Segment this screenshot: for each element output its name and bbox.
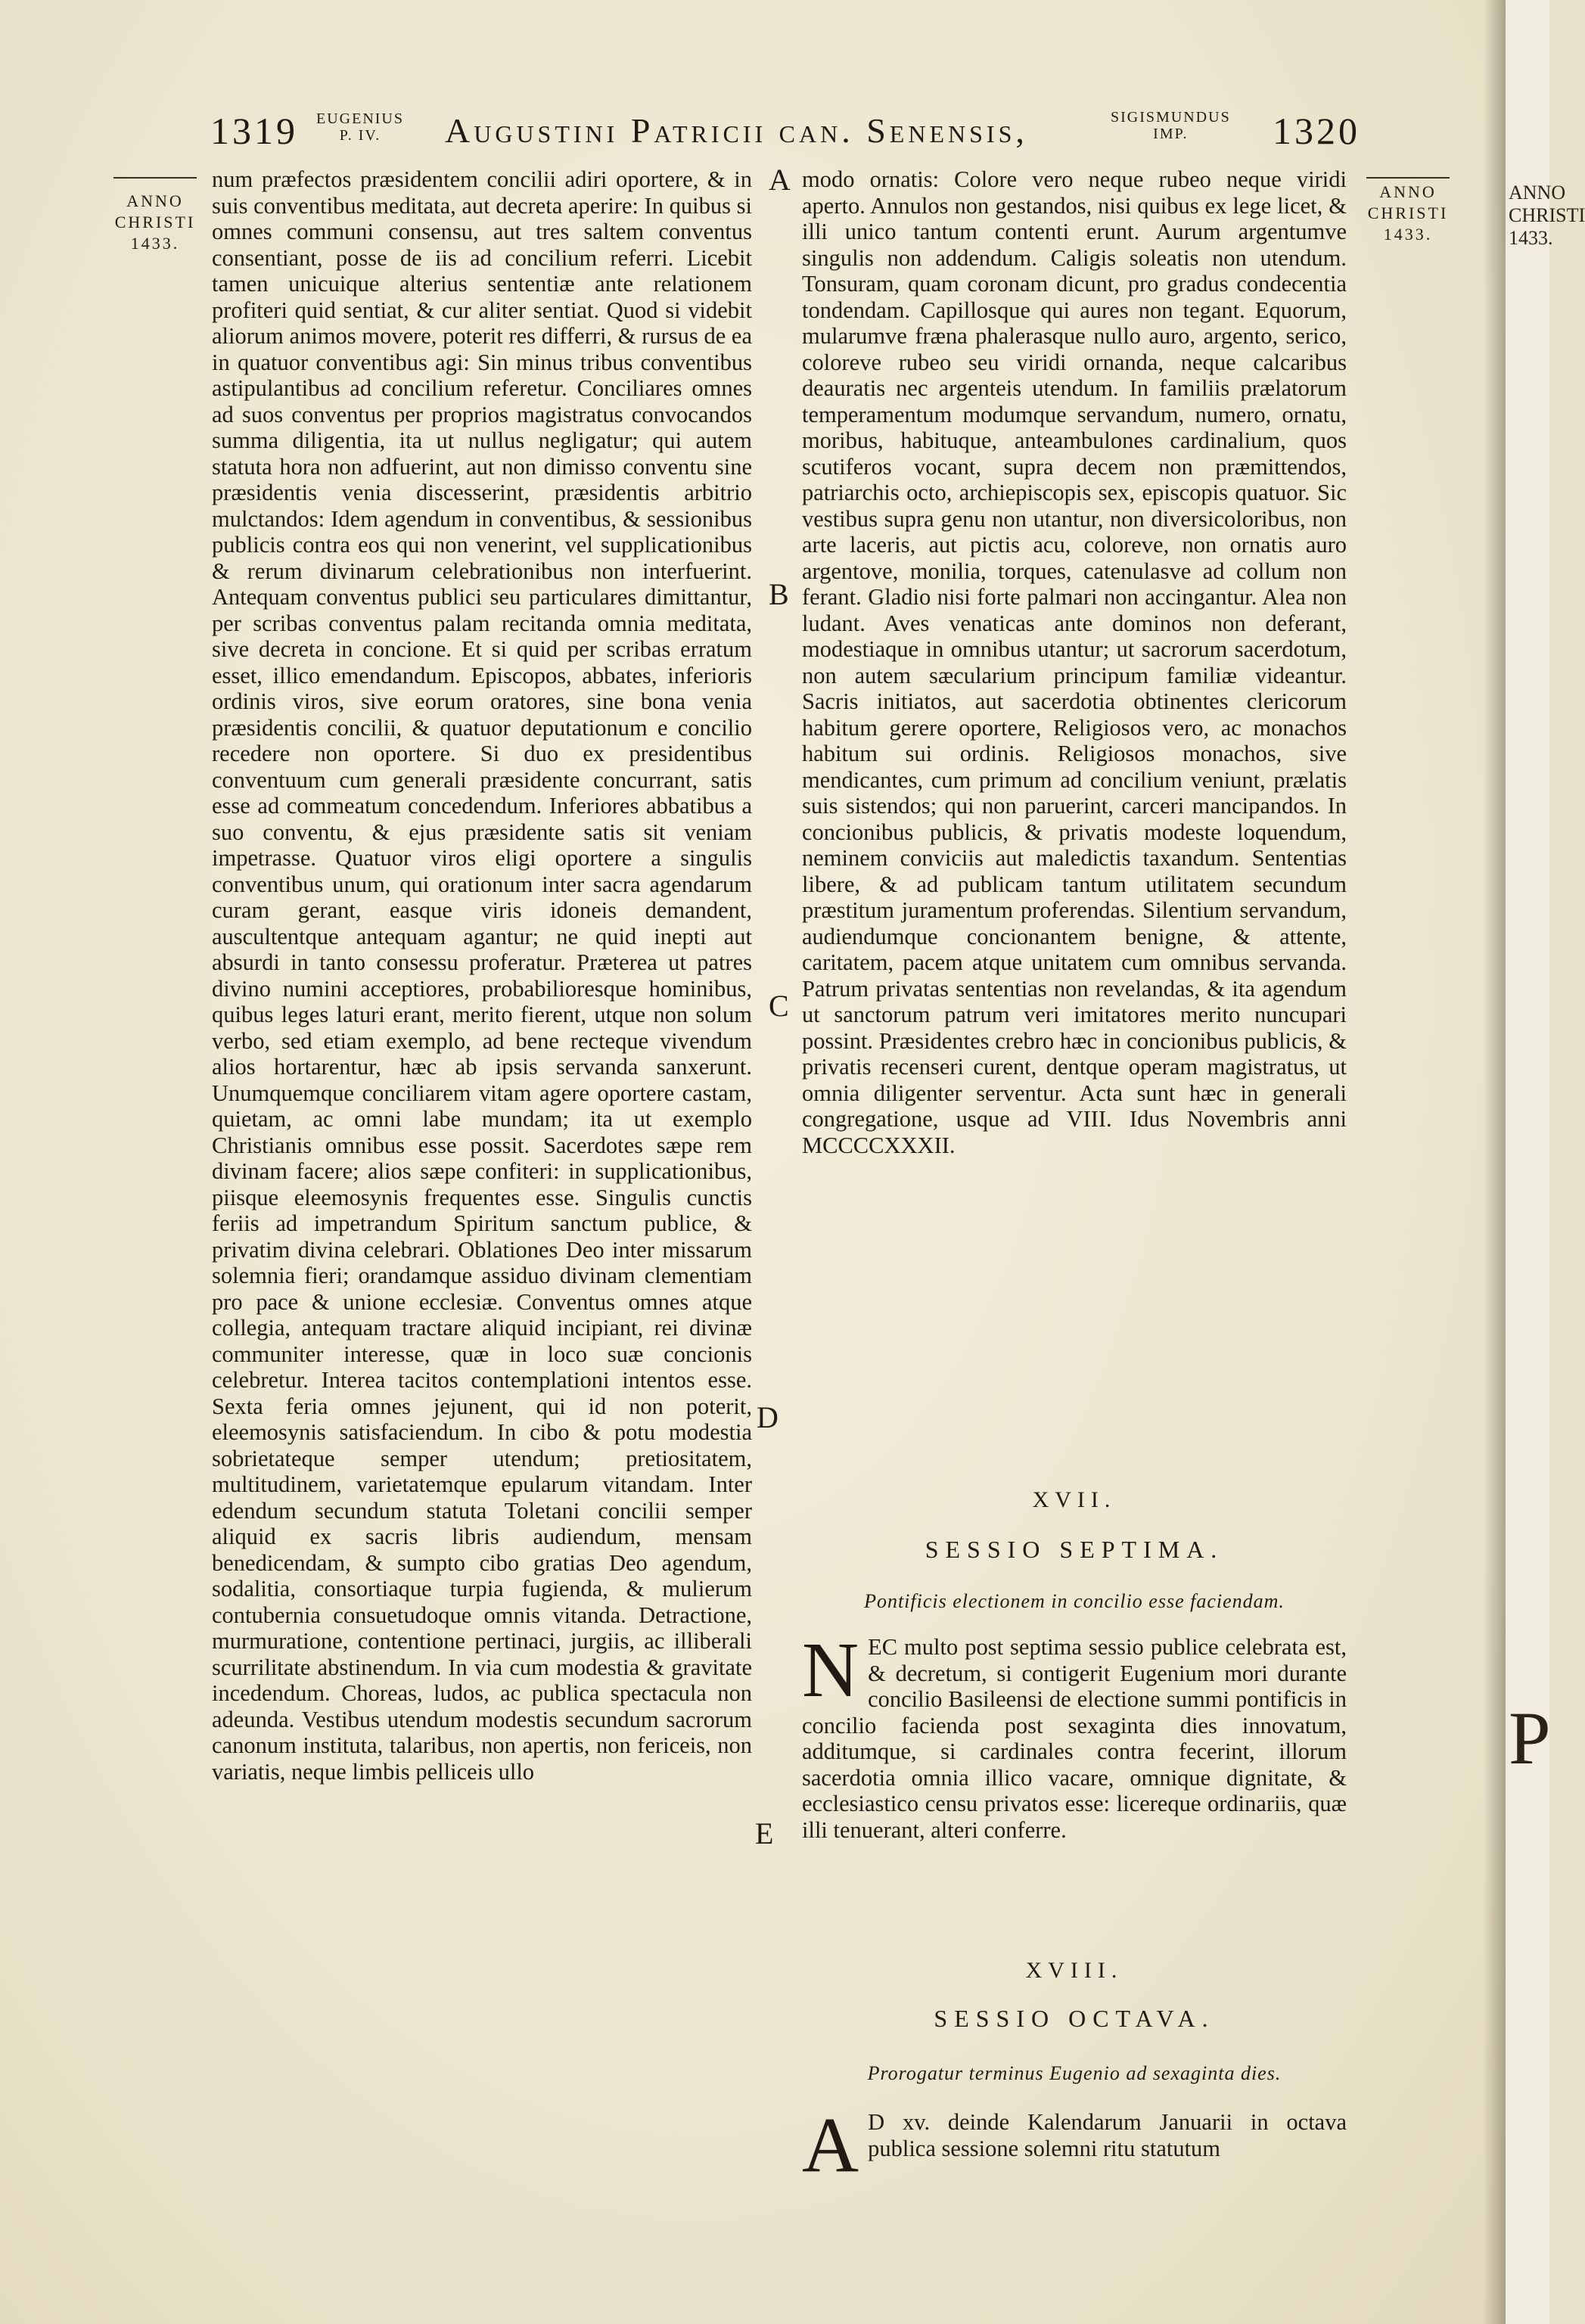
margin-note-right [1359, 182, 1457, 245]
column-letter-d: D [757, 1400, 779, 1434]
facing-fragment: ANNO [1509, 182, 1566, 204]
emperor-title: IMP. [1153, 126, 1189, 142]
column-letter-c: C [769, 989, 789, 1023]
column-letter-a: A [769, 163, 791, 197]
pope-name: EUGENIUS [316, 110, 404, 127]
margin-note-left [106, 191, 204, 254]
margin-rule-right [1366, 177, 1450, 179]
section-text-18 [802, 2102, 1347, 2189]
section-body-17: EC multo post septima sessio publice celebrata est, & decretum, si contigerit Eugenium mori durante concilio Basileensi de electione summi pontificis in concilio facienda post sexaginta dies innovatum, additumque, si cardinales contra fecerint, illorum sacerdotia omnia illico vacare, omnique dignitate, & ecclesiastico censu privatos esse: licereque ordinariis, quæ illi tenuerant, alteri conferre. [802, 1634, 1347, 1843]
facing-dropcap: P [1509, 1696, 1551, 1780]
section-title-17: SESSIO SEPTIMA. [925, 1536, 1224, 1563]
section-number-17: XVII. [1032, 1487, 1117, 1512]
facing-fragment: CHRISTI [1509, 204, 1585, 226]
text-column-left [212, 166, 752, 1785]
section-number-18: XVIII. [1025, 1958, 1123, 1983]
margin-christi: CHRISTI [1367, 204, 1449, 222]
margin-year: 1433. [130, 234, 180, 253]
pope-label [316, 110, 404, 144]
section-body-18: D xv. deinde Kalendarum Januarii in octava publica sessione solemni ritu statutum [868, 2109, 1347, 2161]
margin-year: 1433. [1383, 225, 1433, 244]
page-number-left: 1319 [210, 110, 298, 152]
section-text-17 [802, 1626, 1347, 1843]
drop-capital: N [802, 1626, 859, 1713]
column-letter-e: E [755, 1816, 774, 1850]
emperor-label [1111, 109, 1231, 142]
text-column-right [802, 166, 1347, 1158]
page-gutter [1483, 0, 1506, 2324]
margin-anno: ANNO [126, 191, 184, 210]
section-title-18: SESSIO OCTAVA. [934, 2005, 1215, 2032]
column-letter-b: B [769, 577, 789, 611]
body-text-left: num præfectos præsidentem concilii adiri oportere, & in suis conventibus meditata, aut decreta aperire: In quibus si omnes communi consensu, aut tres saltem conventus consentiant, posse de iis ad concilium referri. Licebit tamen unicuique alterius sententiæ ante relationem profiteri quid sentiat, & cur aliter sentiat. Quod si videbit aliorum animos movere, poterit res differri, & rursus de ea in quatuor conventibus agi: Sin minus tribus conventibus astipulantibus ad concilium referetur. Conciliares omnes ad suos conventus per proprios magistratus convocandos summa diligentia, ita ut nullus negligatur; qui autem statuta hora non adfuerint, aut non dimisso conventu sine præsidentis venia discesserint, præsidentis arbitrio mulctandos: Idem agendum in conventibus, & sessionibus publicis contra eos qui non venerint, vel supplicationibus & rerum divinarum celebrationibus non interfuerint. Antequam conventus publici seu particulares dimittantur, per scribas conventus palam recitanda omnia meditata, sive decreta in concione. Et si quid per scribas erratum esset, illico emendandum. Episcopos, abbates, inferioris ordinis viros, sive eorum oratores, sine bona venia præsidentis concilii, & quatuor deputationum e concilio recedere non oportere. Si duo ex presidentibus conventuum cum generali præsidente concurrant, satis esse ad commeatum concedendum. Inferiores abbatibus a suo conventu, & ejus præsidente satis sit veniam impetrasse. Quatuor viros eligi oportere a singulis conventibus unum, qui orationum inter sacra agendarum curam gerant, easque viris idoneis demandent, auscultentque antequam agantur; ne quid inepti aut absurdi in tanto consessu proferatur. Præterea ut patres divino numini acceptiores, probabilioresque hominibus, quibus leges laturi erant, merito fierent, utque non solum verbo, sed etiam exemplo, ad bene recteque vivendum alios hortarentur, hæc ab ipsis servanda sanxerunt. Unumquemque conciliarem vitam agere oportere castam, quietam, ac omni labe mundam; ita ut exemplo Christianis omnibus esse possit. Sacerdotes sæpe rem divinam facere; alios sæpe confiteri: in supplicationibus, piisque eleemosynis frequentes esse. Singulis cunctis feriis ad impetrandum Spiritum sanctum publice, & privatim divina celebrari. Oblationes Deo inter missarum solemnia fieri; orandamque assiduo divinam clementiam pro pace & unione ecclesiæ. Conventus omnes atque collegia, antequam tractare aliquid incipiant, rei divinæ communiter interesse, quæ in loco suæ concionis celebretur. Interea tacitos contemplationi intentos esse. Sexta feria omnes jejunent, qui id non poterit, eleemosynis satisfaciendum. In cibo & potu modestia sobrietateque semper utendum; pretiositatem, multitudinem, varietatemque epularum vitandam. Inter edendum secundum statuta Toletani concilii semper aliquid ex sacris libris audiendum, mensam benedicendam, & sumpto cibo gratias Deo agendum, sodalitia, consortiaque turpia fugienda, & mulierum contubernia consuetudoque omnis vitanda. Detractione, murmuratione, contentione pertinaci, jurgiis, ac illiberali scurrilitate abstinendum. In via cum modestia & gravitate incedendum. Choreas, ludos, ac publica spectacula non adeunda. Vestibus utendum modestis secundum sacrorum canonum instituta, talaribus, non apertis, non fericeis, non variatis, neque limbis pelliceis ullo [212, 166, 752, 1785]
running-title: Augustini Patricii can. Senensis, [445, 111, 1028, 150]
drop-capital: A [802, 2102, 859, 2189]
margin-anno: ANNO [1379, 182, 1437, 201]
body-text-right: modo ornatis: Colore vero neque rubeo neque viridi aperto. Annulos non gestandos, nisi quibus ex lege licet, & illi unico tantum contenti erunt. Aurum argentumve singulis non addendum. Caligis soleatis non utendum. Tonsuram, quam coronam dicunt, pro gradus condecentia tondendam. Capillosque qui aures non tegant. Equorum, mularumve fræna phalerasque nullo auro, argento, serico, coloreve rubeo seu viridi ornanda, neque calcaribus deauratis nec argenteis utendum. In familiis prælatorum temperamentum modumque servandum, numero, ornatu, moribus, habituque, anteambulones cardinalium, quos scutiferos vocant, supra decem non præmittendos, patriarchis octo, archiepiscopis sex, episcopis quatuor. Sic vestibus supra genu non utantur, non diversicoloribus, non arte laceris, aut pictis acu, coloreve, non ornatis auro argentove, monilia, torques, catenulasve ad collum non ferant. Gladio nisi forte palmari non accingantur. Alea non ludant. Aves venaticas ante dominos non deferant, modestiaque in omnibus utantur; ut sacrorum sacerdotum, non autem sæcularium principum familiæ videantur. Sacris initiatos, aut sacerdotia obtinentes clericorum habitum gerere oportere, Religiosos vero, ac monachos habitum sui ordinis. Religiosos monachos, sive mendicantes, cum primum ad concilium veniunt, prælatis suis sistendos; qui non paruerint, carceri mancipandos. In concionibus publicis, & privatis modeste loquendum, neminem conviciis aut maledictis taxandum. Sententias libere, & ad publicam tantum utilitatem secundum præstitum juramentum proferendas. Silentium servandum, audiendumque concionantem benigne, & attente, caritatem, pacem atque unitatem cum omnibus servanda. Patrum privatas sententias non revelandas, & ita agendum ut sanctorum patrum veri imitatores merito nuncupari possint. Præsidentes crebro hæc in concionibus publicis, & privatis recenseri curent, dentque operam magistratus, ut omnia diligenter serventur. Acta sunt hæc in generali congregatione, usque ad VIII. Idus Novembris anni MCCCCXXXII. [802, 166, 1347, 1158]
facing-fragment: 1433. [1509, 227, 1553, 249]
margin-christi: CHRISTI [114, 213, 196, 231]
section-subtitle-18: Prorogatur terminus Eugenio ad sexaginta dies. [867, 2062, 1282, 2084]
section-subtitle-17: Pontificis electionem in concilio esse faciendam. [864, 1590, 1285, 1612]
margin-rule-left [113, 177, 197, 179]
pope-number: P. IV. [339, 127, 381, 144]
page-number-right: 1320 [1273, 110, 1360, 152]
emperor-name: SIGISMUNDUS [1111, 109, 1231, 126]
facing-page-edge [1506, 0, 1585, 2324]
running-head [210, 106, 1360, 159]
